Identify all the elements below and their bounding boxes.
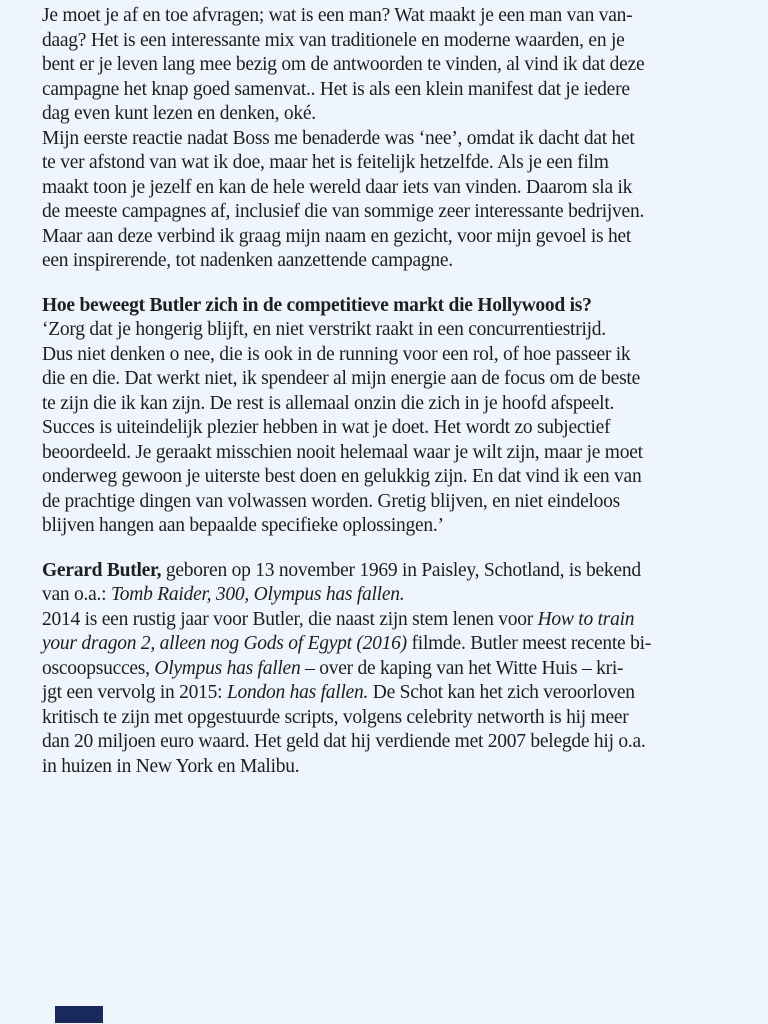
text-line (42, 249, 732, 274)
text-segment: daag? Het is een interessante mix van traditionele en moderne waarden, en je (42, 29, 625, 51)
paragraph (42, 608, 732, 780)
text-line (42, 367, 732, 392)
text-segment: beoordeeld. Je geraakt misschien nooit helemaal waar je wilt zijn, maar je moet (42, 441, 643, 463)
text-segment: bent er je leven lang mee bezig om de antwoorden te vinden, al vind ik dat deze (42, 54, 645, 75)
text-segment: Mijn eerste reactie nadat Boss me benaderde was ‘nee’, omdat ik dacht dat het (42, 127, 635, 149)
text-segment: Maar aan deze verbind ik graag mijn naam en gezicht, voor mijn gevoel is het (42, 225, 632, 247)
paragraph (42, 127, 732, 274)
text-line (42, 730, 732, 755)
paragraph (42, 559, 732, 608)
text-line (42, 78, 732, 103)
text-line (42, 608, 732, 633)
text-segment: Olympus has fallen (154, 657, 301, 679)
text-line (42, 176, 732, 201)
text-segment: maakt toon je jezelf en kan de hele wereld daar iets van vinden. Daarom sla ik (42, 176, 633, 198)
text-line (42, 490, 732, 515)
text-segment: ‘Zorg dat je hongerig blijft, en niet verstrikt raakt in een concurrentiestrijd. (42, 319, 606, 340)
text-line (42, 583, 732, 608)
text-line (42, 392, 732, 417)
text-line (42, 632, 732, 657)
text-line (42, 681, 732, 706)
article-body (42, 4, 732, 779)
text-line (42, 706, 732, 731)
text-segment: te ver afstond van wat ik doe, maar het is feitelijk hetzelfde. Als je een film (42, 152, 609, 173)
text-line (42, 151, 732, 176)
paragraph (42, 318, 732, 539)
text-segment: Je moet je af en toe afvragen; wat is een man? Wat maakt je een man van van- (42, 5, 633, 26)
text-segment: How to train (537, 608, 635, 630)
text-line (42, 514, 732, 539)
text-line (42, 53, 732, 78)
text-segment: Dus niet denken o nee, die is ook in de running voor een rol, of hoe passeer ik (42, 343, 631, 365)
text-segment: blijven hangen aan bepaalde specifieke oplossingen.’ (42, 515, 444, 536)
text-line (42, 657, 732, 682)
text-segment: oscoopsucces, (42, 657, 155, 679)
text-line (42, 416, 732, 441)
text-line (42, 755, 732, 780)
text-line (42, 4, 732, 29)
text-line (42, 343, 732, 368)
text-line (42, 200, 732, 225)
text-segment: dan 20 miljoen euro waard. Het geld dat hij verdiende met 2007 belegde hij o.a. (42, 731, 646, 752)
text-segment: Hoe beweegt Butler zich in de competitieve markt die Hollywood is? (42, 294, 592, 316)
text-segment: De Schot kan het zich veroorloven (368, 682, 635, 703)
text-segment: geboren op 13 november 1969 in Paisley, Schotland, is bekend (161, 559, 641, 581)
text-line (42, 102, 732, 127)
text-segment: Gerard Butler, (42, 559, 162, 581)
text-segment: te zijn die ik kan zijn. De rest is allemaal onzin die zich in je hoofd afspeelt. (42, 392, 615, 414)
text-segment: campagne het knap goed samenvat.. Het is als een klein manifest dat je iedere (42, 78, 630, 100)
section-heading (42, 294, 732, 319)
text-segment: onderweg gewoon je uiterste best doen en gelukkig zijn. En dat vind ik een van (42, 466, 642, 487)
text-segment: de prachtige dingen van volwassen worden. Gretig blijven, en niet eindeloos (42, 490, 620, 512)
text-line (42, 318, 732, 343)
text-segment: de meeste campagnes af, inclusief die van sommige zeer interessante bedrijven. (42, 201, 645, 222)
text-segment: die en die. Dat werkt niet, ik spendeer al mijn energie aan de focus om de beste (42, 368, 641, 389)
text-segment: Succes is uiteindelijk plezier hebben in wat je doet. Het wordt zo subjectief (42, 417, 611, 438)
text-line (42, 127, 732, 152)
text-segment: filmde. Butler meest recente bi- (406, 633, 651, 654)
text-line (42, 225, 732, 250)
text-segment: in huizen in New York en Malibu. (42, 755, 300, 777)
text-segment: dag even kunt lezen en denken, oké. (42, 103, 316, 124)
text-line (42, 465, 732, 490)
text-segment: een inspirerende, tot nadenken aanzettende campagne. (42, 250, 453, 271)
text-line (42, 441, 732, 466)
text-segment: 2014 is een rustig jaar voor Butler, die naast zijn stem lenen voor (42, 608, 538, 630)
footer-accent-block (55, 1006, 103, 1023)
text-segment: your dragon 2, alleen nog Gods of Egypt (2016) (42, 633, 407, 654)
text-segment: jgt een vervolg in 2015: (42, 682, 227, 703)
text-line (42, 559, 732, 584)
paragraph (42, 4, 732, 127)
text-segment: London has fallen. (226, 682, 369, 703)
text-segment: Tomb Raider, 300, Olympus has fallen. (110, 584, 405, 605)
text-segment: – over de kaping van het Witte Huis – kri- (300, 657, 624, 679)
text-line (42, 29, 732, 54)
text-segment: kritisch te zijn met opgestuurde scripts, volgens celebrity networth is hij meer (42, 706, 629, 728)
text-segment: van o.a.: (42, 584, 111, 605)
text-line (42, 294, 732, 319)
